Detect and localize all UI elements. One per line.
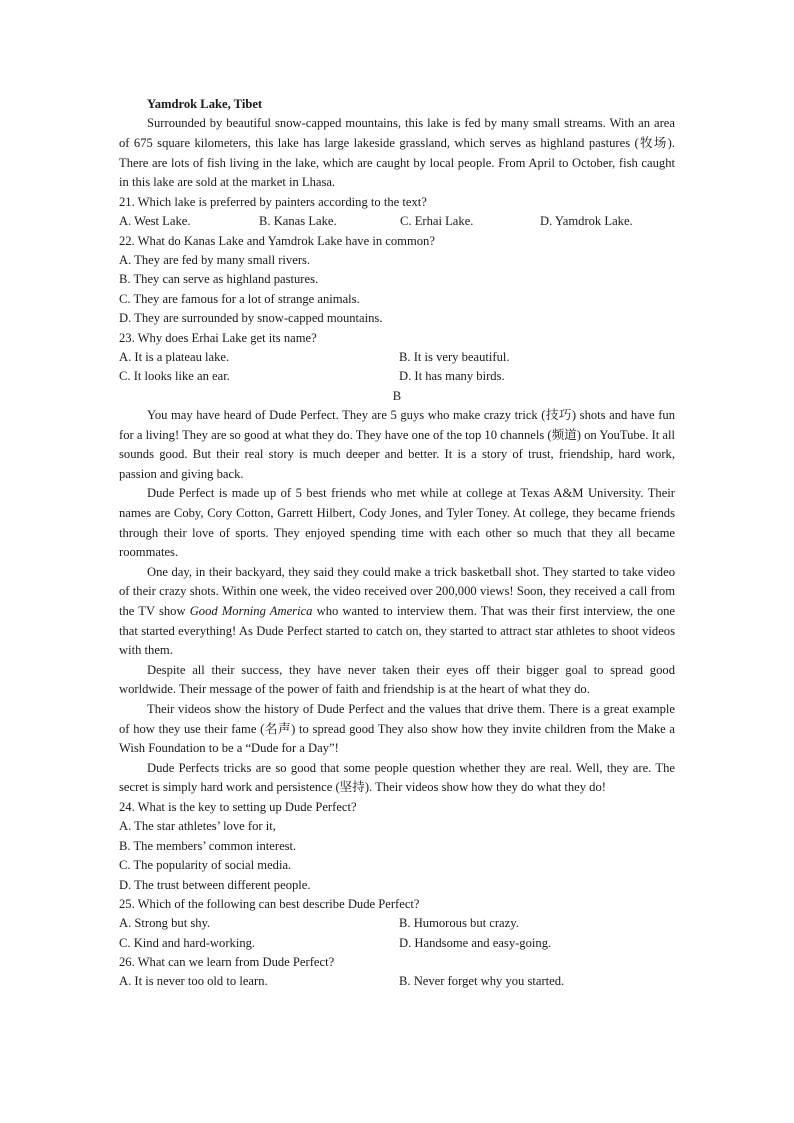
paragraph-3-text-end: who wanted to interview them. That was their first interview, the one that started everything! As Dude Perfect started to catch on, they started to attract star athletes to shoot videos with them. <box>119 604 676 658</box>
paragraph-3-text-start: One day, in their backyard, they said they could make a trick basketball shot. They started to take video of their crazy shots. Within one week, the video received over 200,000 views! Soon, they received a call from the TV show <box>119 564 675 618</box>
passage-paragraph-2: Dude Perfect is made up of 5 best friends who met while at college at Texas A&M University. Their names are Coby, Cory Cotton, Garrett Hilbert, Cody Jones, and Tyler Toney. At college, they became friends through their love of sports. They enjoyed spending time with each other so much that they all became roommates. <box>119 486 675 560</box>
question-25-stem: 25. Which of the following can best describe Dude Perfect? <box>119 896 420 911</box>
question-26-options-row-1 <box>119 972 675 991</box>
option-b: B. It is very beautiful. <box>399 349 510 364</box>
option-b: B. Never forget why you started. <box>399 974 565 989</box>
passage-paragraph-5: Their videos show the history of Dude Perfect and the values that drive them. There is a great example of how they use their fame (名声) to spread good They also show how they invite children from the Make a Wish Foundation to be a “Dude for a Day”! <box>119 701 675 756</box>
option-a: A. The star athletes’ love for it, <box>119 819 276 834</box>
option-d: D. They are surrounded by snow-capped mountains. <box>119 311 383 326</box>
option-a: A. They are fed by many small rivers. <box>119 252 311 267</box>
option-c: C. Kind and hard-working. <box>119 935 256 950</box>
option-d: D. Handsome and easy-going. <box>399 935 552 950</box>
lake-title: Yamdrok Lake, Tibet <box>147 97 263 111</box>
option-c: C. Erhai Lake. <box>400 214 474 229</box>
option-b: B. Kanas Lake. <box>259 214 337 229</box>
option-c: C. It looks like an ear. <box>119 369 230 384</box>
option-c: C. The popularity of social media. <box>119 858 292 873</box>
question-21-options <box>119 212 675 231</box>
question-24-stem: 24. What is the key to setting up Dude Perfect? <box>119 799 357 814</box>
option-a: A. Strong but shy. <box>119 916 211 931</box>
exam-page <box>119 95 675 992</box>
option-d: D. Yamdrok Lake. <box>540 214 633 229</box>
option-a: A. It is never too old to learn. <box>119 974 268 989</box>
question-23-options-row-1 <box>119 348 675 367</box>
option-a: A. West Lake. <box>119 214 191 229</box>
passage-paragraph-1: You may have heard of Dude Perfect. They are 5 guys who make crazy trick (技巧) shots and have fun for a living! They are so good at what they do. They have one of the top 10 channels (频道) on YouTube. It all sounds good. But their real story is much deeper and better. It is a story of trust, friendship, hard work, passion and giving back. <box>119 408 675 481</box>
question-22-stem: 22. What do Kanas Lake and Yamdrok Lake have in common? <box>119 233 435 248</box>
question-25-options-row-1 <box>119 914 675 933</box>
option-a: A. It is a plateau lake. <box>119 349 230 364</box>
option-c: C. They are famous for a lot of strange animals. <box>119 291 360 306</box>
passage-paragraph-4: Despite all their success, they have never taken their eyes off their bigger goal to spread good worldwide. Their message of the power of faith and friendship is at the heart of what they do. <box>119 662 675 697</box>
option-d: D. It has many birds. <box>399 369 505 384</box>
question-25-options-row-2 <box>119 934 675 953</box>
tv-show-title: Good Morning America <box>189 604 313 618</box>
section-b-label: B <box>392 388 402 403</box>
lake-paragraph: Surrounded by beautiful snow-capped mountains, this lake is fed by many small streams. With an area of 675 square kilometers, this lake has large lakeside grassland, which serves as highland pastures (牧场). There are lots of fish living in the lake, which are caught by local people. From April to October, fish caught in this lake are sold at the market in Lhasa. <box>119 116 675 190</box>
option-b: B. They can serve as highland pastures. <box>119 272 319 287</box>
question-23-stem: 23. Why does Erhai Lake get its name? <box>119 330 317 345</box>
question-21-stem: 21. Which lake is preferred by painters according to the text? <box>119 194 427 209</box>
question-26-stem: 26. What can we learn from Dude Perfect? <box>119 955 335 970</box>
passage-paragraph-6: Dude Perfects tricks are so good that some people question whether they are real. Well, they are. The secret is simply hard work and persistence (坚持). Their videos show how they do what they do! <box>119 760 675 795</box>
option-b: B. The members’ common interest. <box>119 838 297 853</box>
question-23-options-row-2 <box>119 367 675 386</box>
option-b: B. Humorous but crazy. <box>399 916 519 931</box>
passage-paragraph-3 <box>119 563 675 661</box>
option-d: D. The trust between different people. <box>119 877 311 892</box>
